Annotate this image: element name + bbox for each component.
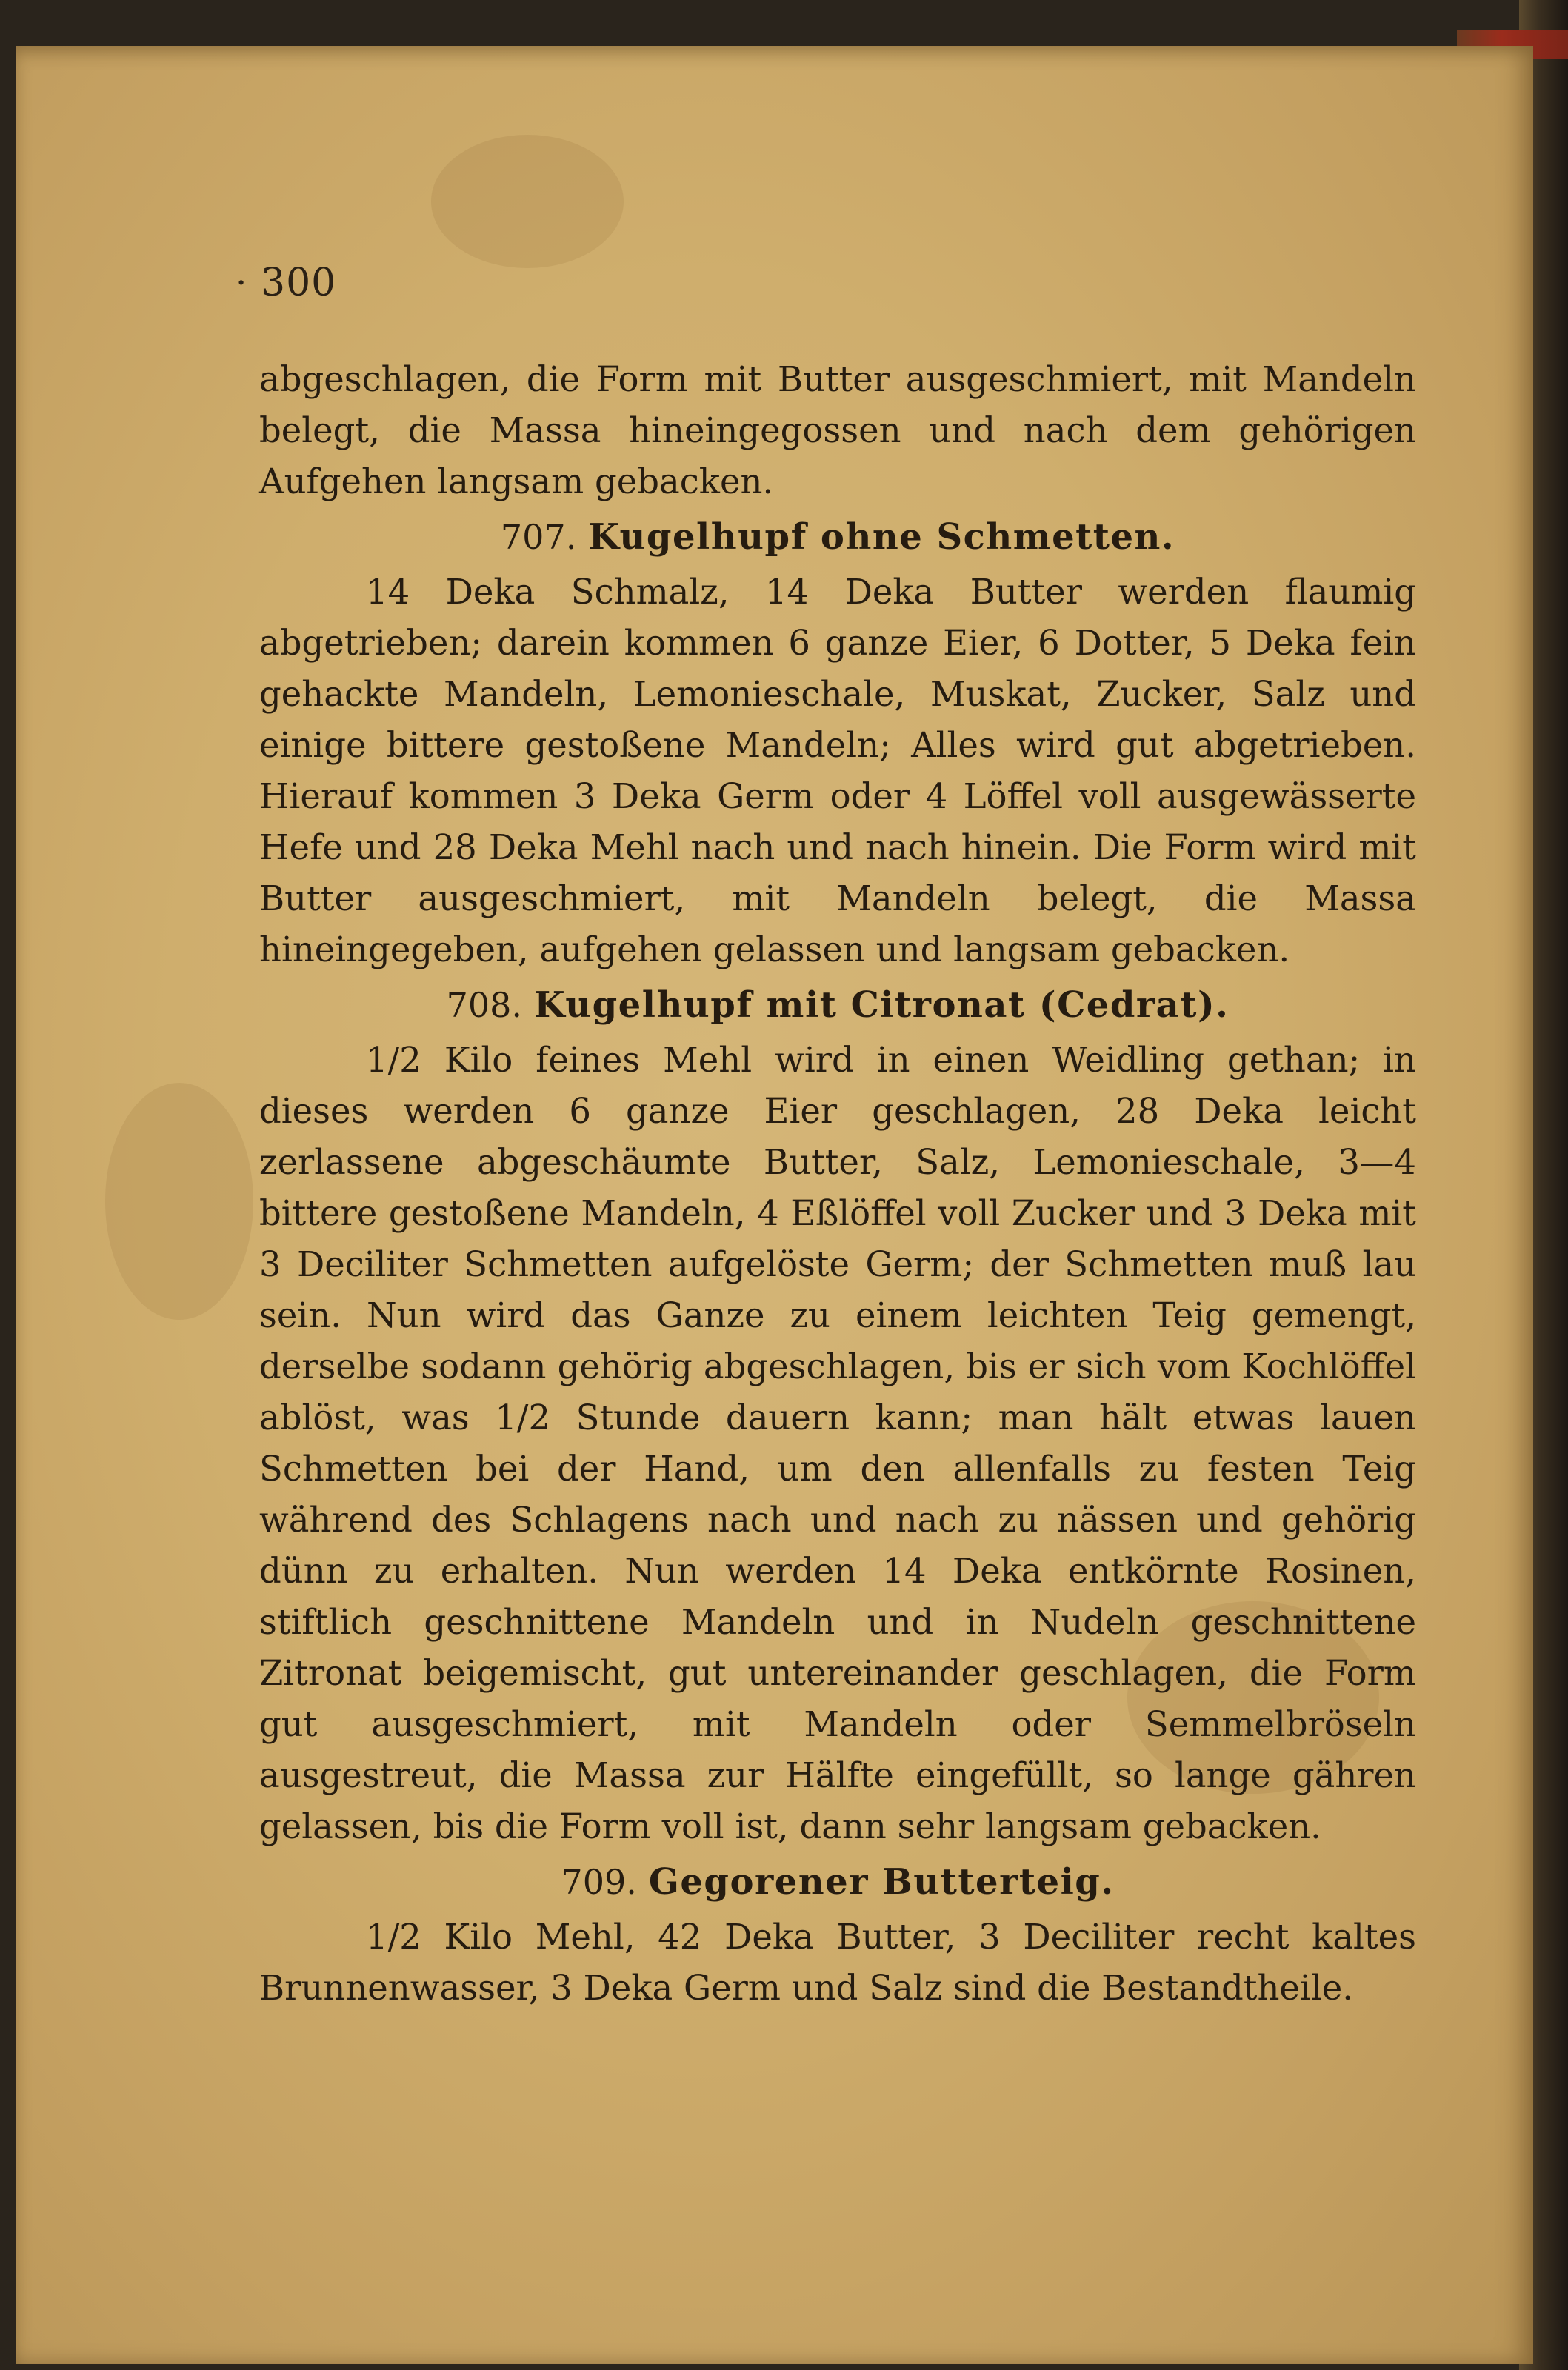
intro-paragraph: abgeschlagen, die Form mit Butter ausgeschmiert, mit Mandeln belegt, die Massa hineingegossen und nach dem gehörigen Aufgehen langsam gebacken. — [259, 359, 1416, 501]
recipe-number: 708. — [446, 985, 523, 1025]
paper-stain — [105, 1083, 253, 1320]
recipe-heading-709 — [259, 1854, 1416, 1910]
page-number-mark: · — [236, 262, 247, 304]
page-number: 300 — [261, 261, 337, 305]
recipe-title: Kugelhupf ohne Schmetten. — [588, 516, 1175, 558]
recipe-body-707: 14 Deka Schmalz, 14 Deka Butter werden flaumig abgetrieben; darein kommen 6 ganze Eier, 6 Dotter, 5 Deka fein gehackte Mandeln, Lemonieschale, Muskat, Zucker, Salz und einige bittere gestoßene Mandeln; Alles wird gut abgetrieben. Hierauf kommen 3 Deka Germ oder 4 Löffel voll ausgewässerte Hefe und 28 Deka Mehl nach und nach hinein. Die Form wird mit Butter ausgeschmiert, mit Mandeln belegt, die Massa hineingegeben, aufgehen gelassen und langsam gebacken. — [259, 572, 1416, 969]
recipe-heading-708 — [259, 977, 1416, 1033]
recipe-number: 707. — [500, 517, 577, 557]
recipe-body-709: 1/2 Kilo Mehl, 42 Deka Butter, 3 Deciliter recht kaltes Brunnenwasser, 3 Deka Germ und Salz sind die Bestandtheile. — [259, 1917, 1416, 2008]
recipe-number: 709. — [561, 1862, 637, 1902]
recipe-title: Kugelhupf mit Citronat (Cedrat). — [534, 984, 1230, 1026]
page-text — [259, 354, 1416, 2014]
recipe-body-708: 1/2 Kilo feines Mehl wird in einen Weidling gethan; in dieses werden 6 ganze Eier geschlagen, 28 Deka leicht zerlassene abgeschäumte Butter, Salz, Lemonieschale, 3—4 bittere gestoßene Mandeln, 4 Eßlöffel voll Zucker und 3 Deka mit 3 Deciliter Schmetten aufgelöste Germ; der Schmetten muß lau sein. Nun wird das Ganze zu einem leichten Teig gemengt, derselbe sodann gehörig abgeschlagen, bis er sich vom Kochlöffel ablöst, was 1/2 Stunde dauern kann; man hält etwas lauen Schmetten bei der Hand, um den allenfalls zu festen Teig während des Schlagens nach und nach zu nässen und gehörig dünn zu erhalten. Nun werden 14 Deka entkörnte Rosinen, stiftlich geschnittene Mandeln und in Nudeln geschnittene Zitronat beigemischt, gut untereinander geschlagen, die Form gut ausgeschmiert, mit Mandeln oder Semmelbröseln ausgestreut, die Massa zur Hälfte eingefüllt, so lange gähren gelassen, bis die Form voll ist, dann sehr langsam gebacken. — [259, 1040, 1416, 1846]
recipe-title: Gegorener Butterteig. — [648, 1861, 1115, 1903]
recipe-heading-707 — [259, 509, 1416, 565]
paper-stain — [431, 135, 624, 268]
